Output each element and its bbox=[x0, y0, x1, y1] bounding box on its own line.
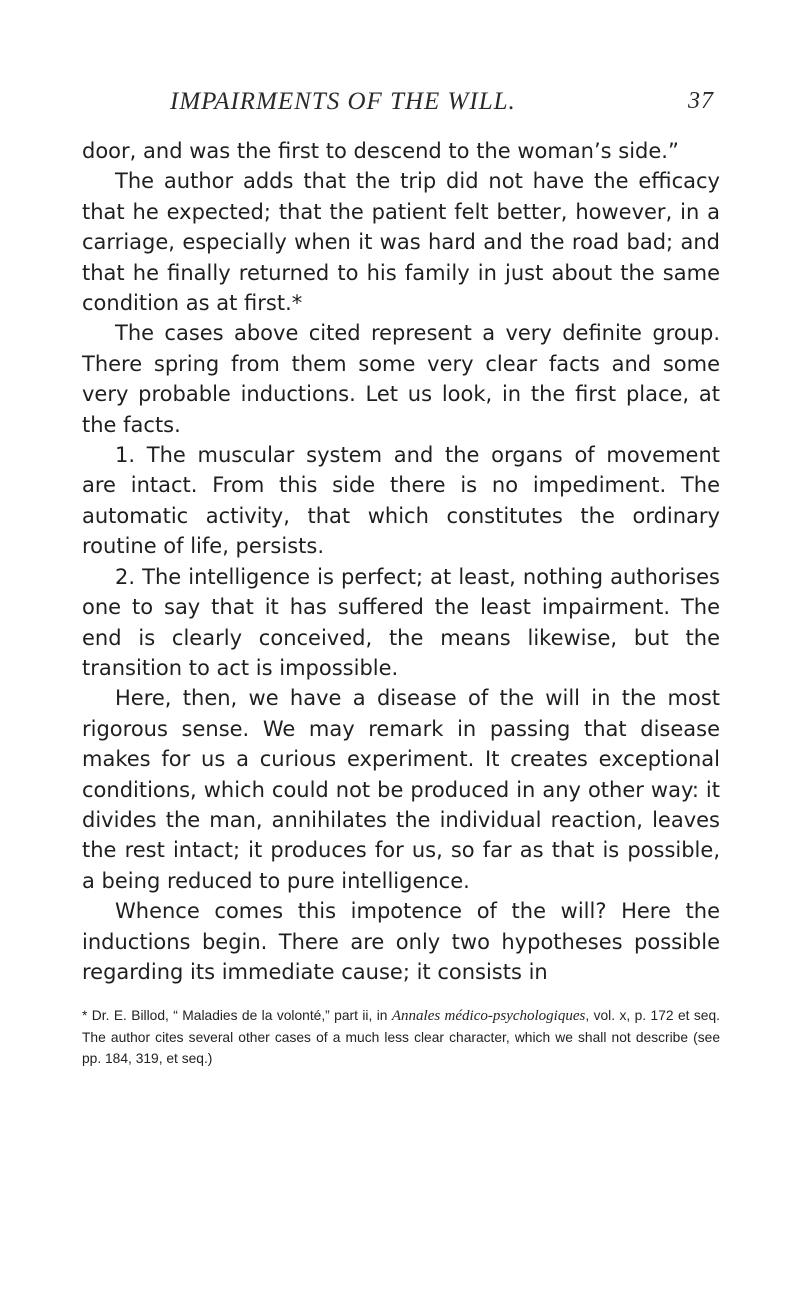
footnote bbox=[82, 1005, 720, 1069]
book-page bbox=[82, 88, 720, 1069]
running-head bbox=[82, 88, 720, 128]
running-title: IMPAIRMENTS OF THE WILL. bbox=[170, 88, 516, 115]
paragraph-continuation: door, and was the first to descend to the woman’s side.” bbox=[82, 139, 679, 163]
paragraph-fact-two: 2. The intelligence is perfect; at least, nothing authorises one to say that it has suffered the least impairment. The end is clearly conceived, the means likewise, but the transition to act is impossible. bbox=[82, 564, 720, 680]
paragraph-disease-of-will: Here, then, we have a disease of the will in the most rigorous sense. We may remark in passing that disease makes for us a curious experiment. It creates exceptional conditions, which could not be produced in any other way: it divides the man, annihilates the individual reaction, leaves the rest intact; it produces for us, so far as that is possible, a being reduced to pure intelligence. bbox=[82, 686, 720, 893]
paragraph-fact-one: 1. The muscular system and the organs of movement are intact. From this side there is no impediment. The automatic activity, that which constitutes the ordinary routine of life, persists. bbox=[82, 443, 720, 559]
footnote-tail: , vol. x, p. 172 et seq. The author cites several other cases of a much less clear character, which we shall not describe (see pp. 184, 319, et seq.) bbox=[82, 1008, 720, 1067]
footnote-journal-title: Annales médico-psychologiques bbox=[391, 1008, 586, 1025]
footnote-lead: * Dr. E. Billod, “ Maladies de la volonté,” part ii, in bbox=[82, 1008, 392, 1024]
paragraph-author-adds: The author adds that the trip did not have the efficacy that he expected; that the patient felt better, however, in a carriage, especially when it was hard and the road bad; and that he finally returned to his family in just about the same condition as at first.* bbox=[82, 169, 720, 316]
paragraph-cases-cited: The cases above cited represent a very definite group. There spring from them some very clear facts and some very probable inductions. Let us look, in the first place, at the facts. bbox=[82, 321, 720, 437]
page-number: 37 bbox=[688, 88, 714, 114]
paragraph-hypotheses: Whence comes this impotence of the will? Here the inductions begin. There are only two hypotheses possible regarding its immediate cause; it consists in bbox=[82, 899, 720, 984]
body-text bbox=[82, 136, 720, 987]
